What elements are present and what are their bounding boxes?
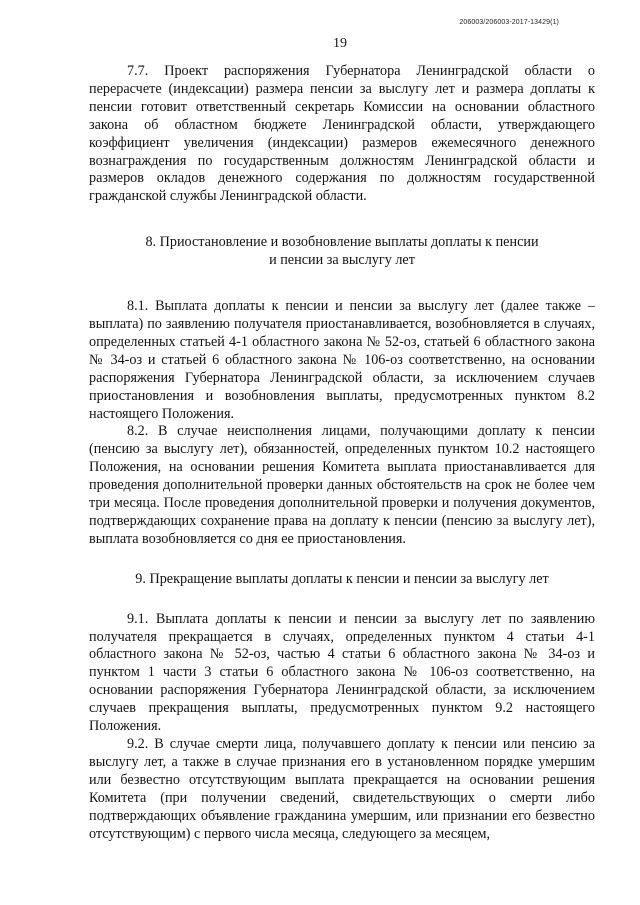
- paragraph-9-1: 9.1. Выплата доплаты к пенсии и пенсии за выслугу лет по заявлению получателя прекращается в случаях, определенных пунктом 4 статьи 4-1 областного закона № 52-оз, частью 4 статьи 6 областного закона № 34-оз и пунктом 1 части 3 статьи 6 областного закона № 106-оз соответственно, на основании распоряжения Губернатора Ленинградской области, за исключением случаев прекращения выплаты, предусмотренных пунктом 9.2 настоящего Положения.: [89, 610, 595, 735]
- paragraph-8-1: 8.1. Выплата доплаты к пенсии и пенсии за выслугу лет (далее также – выплата) по заявлению получателя приостанавливается, возобновляется в случаях, определенных статьей 4-1 областного закона № 52-оз, статьей 6 областного закона № 34-оз и статьей 6 областного закона № 106-оз соответственно, на основании распоряжения Губернатора Ленинградской области, за исключением случаев приостановления и возобновления выплаты, предусмотренных пунктом 8.2 настоящего Положения.: [89, 298, 595, 422]
- page-number: 19: [333, 36, 347, 51]
- paragraph-8-2: 8.2. В случае неисполнения лицами, получающими доплату к пенсии (пенсию за выслугу лет), обязанностей, определенных пунктом 10.2 настоящего Положения, на основании решения Комитета выплата приостанавливается для проведения дополнительной проверки данных обстоятельств на срок не более чем три месяца. После проведения дополнительной проверки и получения документов, подтверждающих сохранение права на доплату к пенсии (пенсию за выслугу лет), выплата возобновляется со дня ее приостановления.: [89, 423, 595, 547]
- paragraph-9-2: 9.2. В случае смерти лица, получавшего доплату к пенсии или пенсию за выслугу лет, а также в случае признания его в установленном порядке умершим или безвестно отсутствующим выплата прекращается на основании решения Комитета (при получении сведений, свидетельствующих о смерти либо подтверждающих объявление гражданина умершим, или признании его безвестно отсутствующим) с первого числа месяца, следующего за месяцем,: [89, 736, 595, 842]
- section-8-heading-line-2: и пенсии за выслугу лет: [269, 252, 415, 269]
- section-9-heading: 9. Прекращение выплаты доплаты к пенсии и пенсии за выслугу лет: [135, 570, 549, 587]
- document-body: [89, 63, 595, 843]
- section-8-heading-line-1: 8. Приостановление и возобновление выплаты доплаты к пенсии: [145, 234, 539, 251]
- document-id: 206003/206003-2017-13429(1): [459, 19, 559, 26]
- paragraph-7-7: 7.7. Проект распоряжения Губернатора Ленинградской области о перерасчете (индексации) размера пенсии за выслугу лет и размера доплаты к пенсии готовит ответственный секретарь Комиссии на основании областного закона об областном бюджете Ленинградской области, утверждающего коэффициент увеличения (индексации) размеров ежемесячного денежного вознаграждения по государственным должностям Ленинградской области и размеров окладов денежного содержания по должностям государственной гражданской службы Ленинградской области.: [89, 63, 595, 205]
